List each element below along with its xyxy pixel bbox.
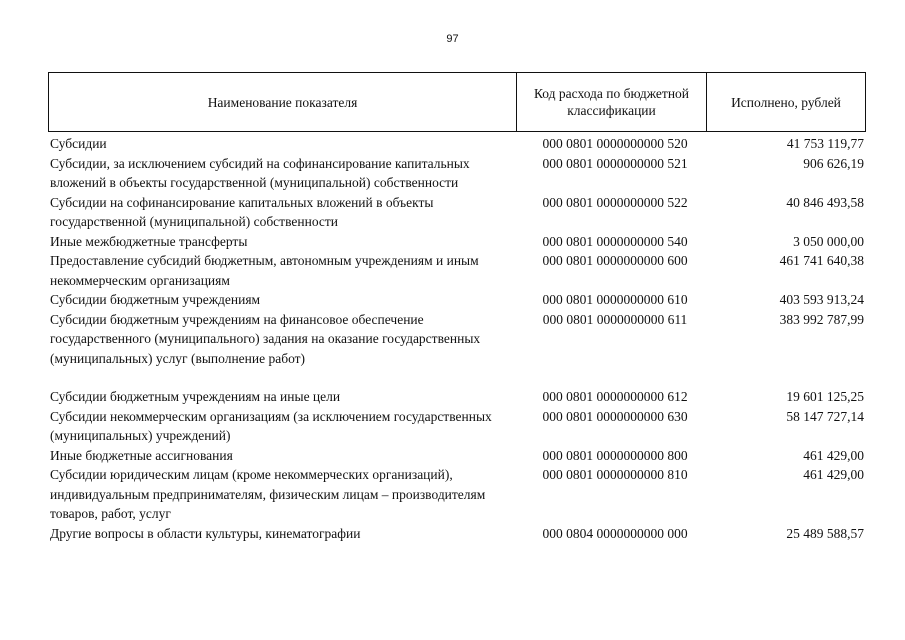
row-name: Субсидии на софинансирование капитальных вложений в объекты государственной (муниципальной) собственности	[50, 194, 434, 229]
row-name: Субсидии некоммерческим организациям (за исключением государственных (муниципальных) учреждений)	[50, 408, 492, 443]
row-name: Другие вопросы в области культуры, кинематографии	[50, 525, 361, 541]
row-code: 000 0801 0000000000 611	[542, 311, 688, 327]
row-name: Субсидии	[50, 136, 107, 151]
table-row	[48, 387, 866, 407]
row-name: Иные межбюджетные трансферты	[50, 233, 248, 249]
row-value: 25 489 588,57	[786, 525, 864, 541]
row-name: Иные бюджетные ассигнования	[50, 447, 233, 463]
header-executed: Исполнено, рублей	[731, 94, 841, 110]
table-row	[48, 154, 866, 193]
row-code: 000 0801 0000000000 521	[542, 155, 688, 171]
table-row	[48, 446, 866, 466]
row-name: Субсидии бюджетным учреждениям на финансовое обеспечение государственного (муниципального) задания на оказание государственных (муниципальных) услуг (выполнение работ)	[50, 311, 481, 366]
table-row	[48, 465, 866, 524]
table-row	[48, 524, 866, 544]
row-value: 403 593 913,24	[779, 292, 864, 307]
row-name: Субсидии юридическим лицам (кроме некоммерческих организаций), индивидуальным предпринимателям, физическим лицам – производителям товаров, работ, услуг	[50, 467, 486, 521]
table-header	[48, 72, 866, 132]
row-value: 41 753 119,77	[786, 136, 864, 151]
row-value: 461 429,00	[803, 467, 864, 482]
row-value: 58 147 727,14	[786, 408, 864, 424]
row-name: Субсидии, за исключением субсидий на софинансирование капитальных вложений в объекты государственной (муниципальной) собственности	[50, 155, 470, 190]
table-row	[48, 310, 866, 369]
table-row	[48, 134, 866, 154]
row-code: 000 0801 0000000000 522	[542, 194, 688, 210]
row-value: 3 050 000,00	[793, 233, 864, 249]
row-code: 000 0801 0000000000 630	[542, 408, 688, 424]
header-name: Наименование показателя	[49, 73, 517, 131]
row-code: 000 0804 0000000000 000	[542, 525, 688, 541]
row-code: 000 0801 0000000000 612	[542, 389, 688, 404]
page-number: 97	[446, 33, 459, 45]
row-value: 461 429,00	[803, 447, 864, 463]
table-row	[48, 232, 866, 252]
row-value: 40 846 493,58	[786, 194, 864, 210]
row-code: 000 0801 0000000000 520	[542, 136, 688, 151]
table-body	[48, 134, 866, 543]
row-value: 19 601 125,25	[786, 389, 864, 404]
row-name: Субсидии бюджетным учреждениям на иные цели	[50, 389, 341, 404]
table-row	[48, 407, 866, 446]
row-value: 383 992 787,99	[779, 311, 864, 327]
row-value: 461 741 640,38	[779, 253, 864, 268]
row-name: Предоставление субсидий бюджетным, автономным учреждениям и иным некоммерческим организациям	[50, 253, 479, 288]
row-code: 000 0801 0000000000 610	[542, 292, 688, 307]
row-code: 000 0801 0000000000 540	[542, 233, 688, 249]
row-code: 000 0801 0000000000 800	[542, 447, 688, 463]
row-code: 000 0801 0000000000 810	[542, 467, 688, 482]
table-row	[48, 290, 866, 310]
row-name: Субсидии бюджетным учреждениям	[50, 292, 261, 307]
table-row	[48, 251, 866, 290]
row-code: 000 0801 0000000000 600	[542, 253, 688, 268]
table-row	[48, 193, 866, 232]
row-value: 906 626,19	[803, 155, 864, 171]
header-code: Код расхода по бюджетной классификации	[517, 73, 707, 131]
